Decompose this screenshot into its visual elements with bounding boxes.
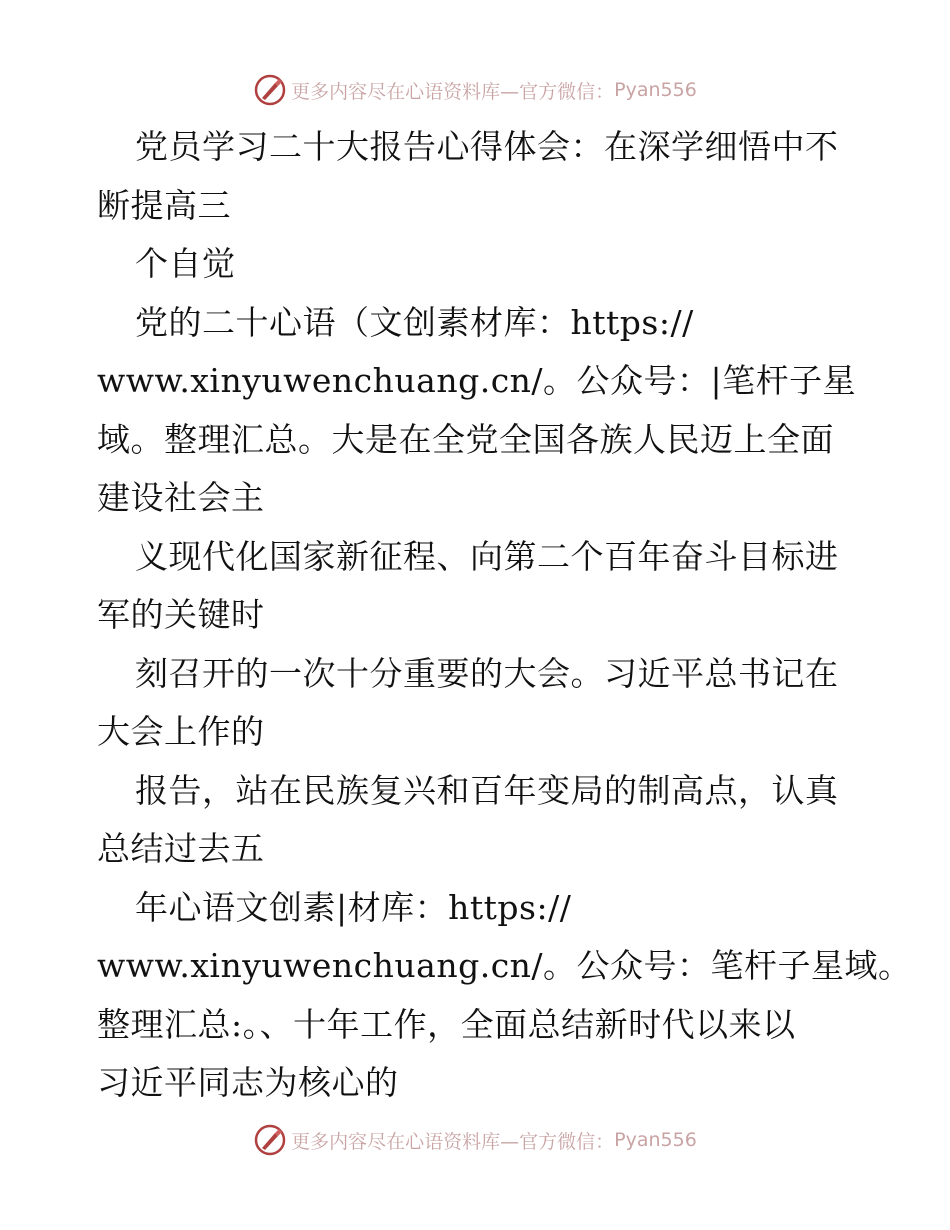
banner-wechat-id: Pyan556	[614, 79, 697, 101]
text-line: www.xinyuwenchuang.cn/。公众号：笔杆子星域。	[97, 946, 912, 985]
text-line: www.xinyuwenchuang.cn/。公众号：|笔杆子星	[97, 361, 857, 400]
text-line: 域。整理汇总。大是在全党全国各族人民迈上全面	[97, 419, 834, 459]
text-line: 个自觉	[135, 244, 236, 283]
pen-logo-icon	[253, 73, 287, 107]
text-line: 习近平同志为核心的	[97, 1063, 399, 1102]
text-line: 党的二十心语（文创素材库：https://	[135, 302, 694, 342]
text-line: 大会上作的	[97, 712, 265, 751]
document-body	[97, 118, 912, 1113]
banner-text: 更多内容尽在心语资料库—官方微信：	[291, 1130, 615, 1153]
text-line: 断提高三	[97, 185, 231, 225]
banner-wechat-id: Pyan556	[614, 1129, 697, 1151]
footer-banner	[0, 1120, 950, 1160]
banner-text: 更多内容尽在心语资料库—官方微信：	[291, 80, 615, 103]
text-line: 义现代化国家新征程、向第二个百年奋斗目标进	[135, 536, 839, 576]
pen-logo-icon	[253, 1123, 287, 1157]
text-line: 军的关键时	[97, 595, 265, 634]
header-banner	[0, 70, 950, 110]
text-line: 报告，站在民族复兴和百年变局的制高点，认真	[135, 770, 839, 810]
text-line: 刻召开的一次十分重要的大会。习近平总书记在	[135, 653, 839, 693]
text-line: 整理汇总:。、十年工作，全面总结新时代以来以	[97, 1004, 796, 1044]
text-line: 党员学习二十大报告心得体会：在深学细悟中不	[135, 127, 839, 166]
text-line: 年心语文创素|材库：https://	[135, 887, 572, 927]
text-line: 总结过去五	[97, 829, 265, 868]
text-line: 建设社会主	[97, 478, 265, 517]
